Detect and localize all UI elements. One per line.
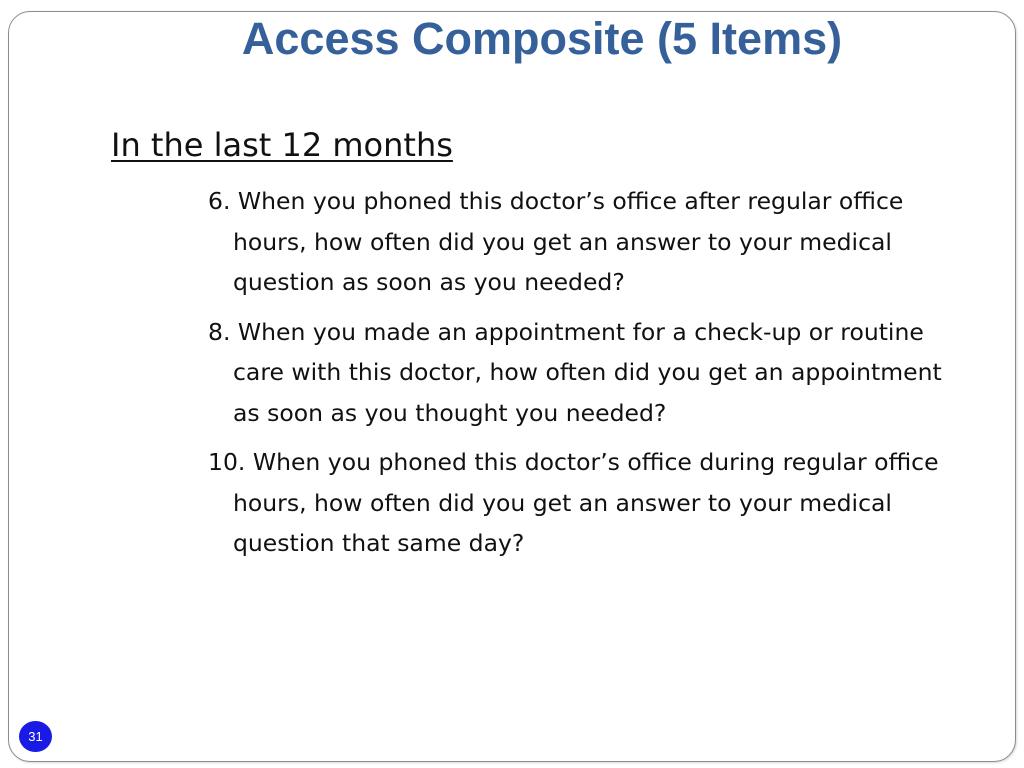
question-item-8: 8. When you made an appointment for a check-up or routine care with this doctor, how often did you get an appointment as soon as you thought you needed? (208, 317, 942, 427)
question-item-6: 6. When you phoned this doctor’s office after regular office hours, how often did you get an answer to your medical question as soon as you needed? (208, 187, 904, 296)
section-heading: In the last 12 months (111, 126, 453, 164)
question-item-10: 10. When you phoned this doctor’s office during regular office hours, how often did you get an answer to your medical question that same day? (208, 448, 939, 557)
page-number-badge: 31 (19, 721, 52, 752)
question-list (208, 181, 968, 573)
slide-title: Access Composite (5 Items) (241, 13, 843, 64)
